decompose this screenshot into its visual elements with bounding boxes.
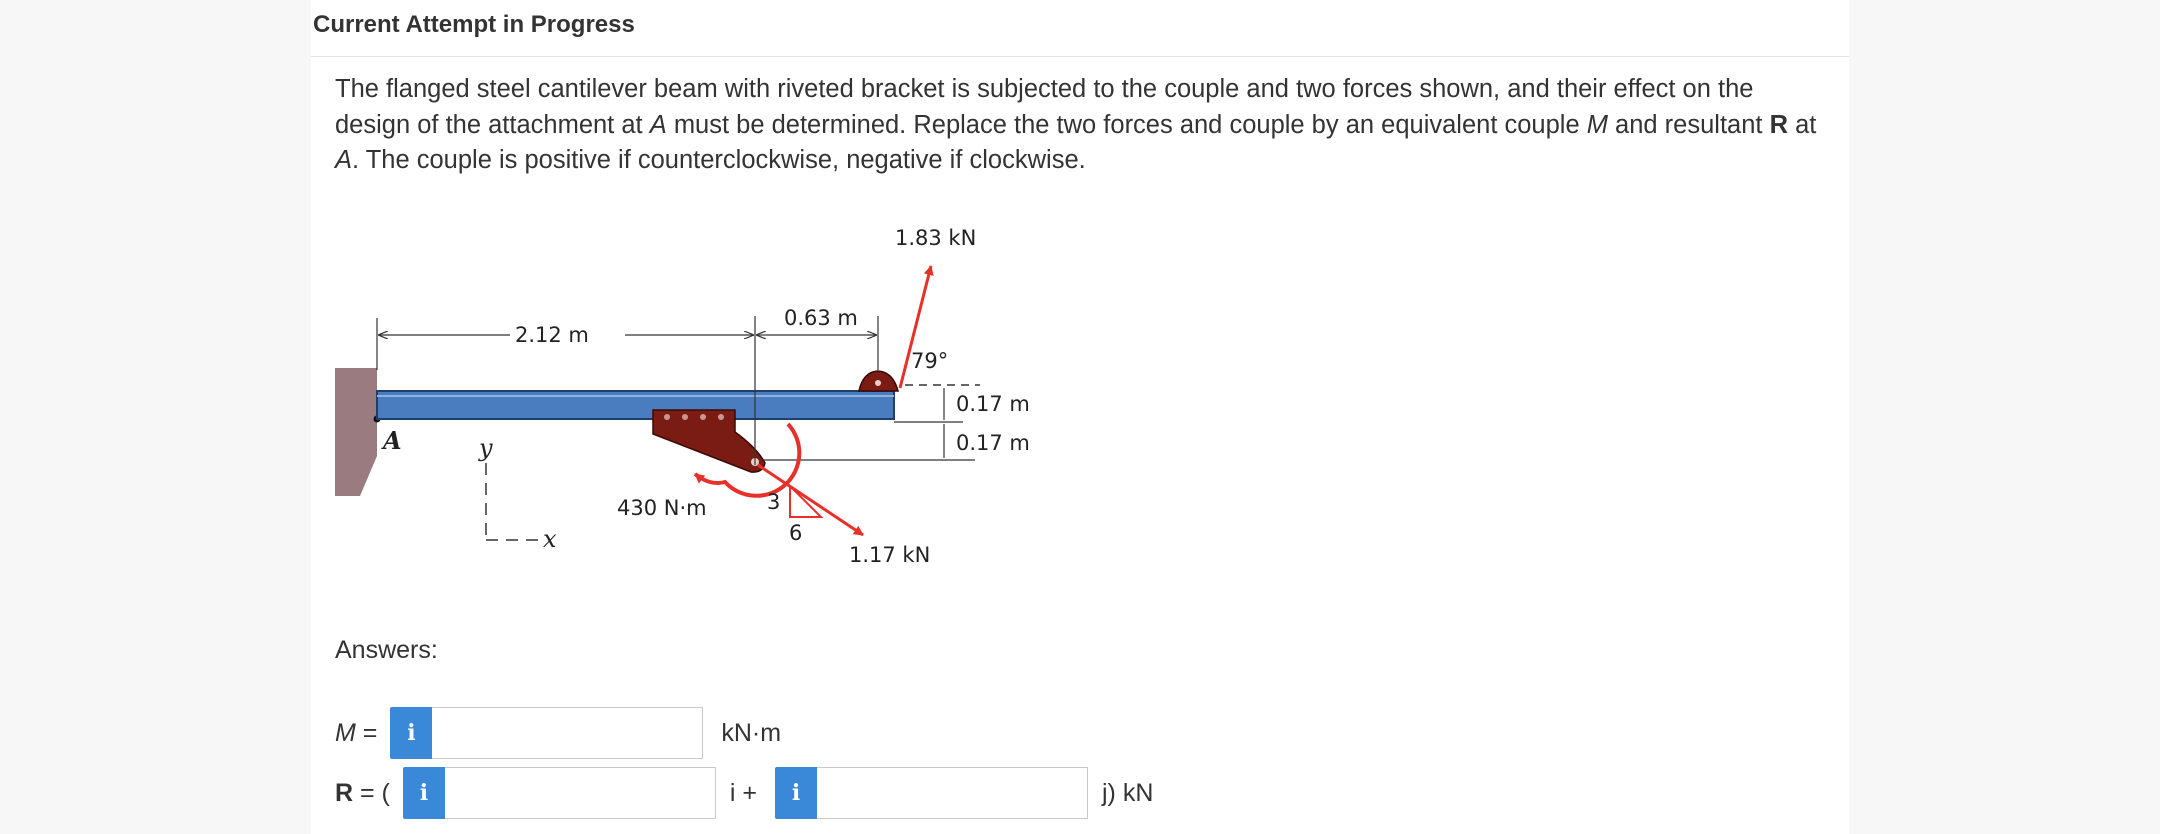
force-label-1-83: 1.83 kN [895, 226, 977, 250]
beam-figure [335, 220, 1055, 580]
m-symbol: M [335, 718, 356, 747]
r-label [335, 779, 390, 808]
problem-text-2: must be determined. Replace the two forces and couple by an equivalent couple [666, 110, 1587, 139]
answers-label: Answers: [335, 636, 438, 664]
point-a-label: A [383, 426, 402, 455]
slope-triangle [790, 486, 821, 517]
m-equals: = [355, 718, 378, 747]
couple-label: 430 N·m [617, 496, 707, 520]
r-open-paren: = ( [353, 778, 390, 807]
title-divider [311, 56, 1849, 57]
r-j-input[interactable] [817, 767, 1088, 819]
answer-row-r [335, 767, 1153, 819]
problem-resultant-r: R [1769, 110, 1788, 139]
problem-couple-m: M [1586, 110, 1608, 139]
r-symbol: R [335, 778, 354, 807]
force-label-1-17: 1.17 kN [849, 543, 931, 567]
rivet [682, 414, 688, 420]
problem-text-1: The flanged steel cantilever beam with riveted bracket is subjected to the couple and two forces shown, and their effect on the design of the attachment at [335, 75, 1754, 139]
page-title: Current Attempt in Progress [313, 11, 635, 38]
problem-text-5: . The couple is positive if counterclockwise, negative if clockwise. [352, 146, 1086, 174]
answer-row-m [335, 707, 781, 759]
clevis-pin [875, 380, 881, 386]
info-icon[interactable]: i [403, 767, 445, 819]
problem-point-a-2: A [335, 146, 353, 174]
r-i-unit: i + [729, 778, 757, 807]
info-icon[interactable]: i [390, 707, 432, 759]
angle-label: 79° [911, 349, 949, 373]
axis-y-label: y [479, 434, 493, 462]
info-icon[interactable]: i [775, 767, 817, 819]
problem-statement [335, 72, 1835, 179]
rivet [664, 414, 670, 420]
wall [335, 368, 377, 496]
dim-label-2-12: 2.12 m [515, 323, 589, 347]
m-input[interactable] [432, 707, 703, 759]
rivet [700, 414, 706, 420]
problem-text-3: and resultant [1607, 110, 1770, 139]
dim-label-0-63: 0.63 m [784, 306, 858, 330]
slope-rise-label: 3 [767, 490, 781, 514]
m-unit: kN·m [721, 718, 782, 747]
r-j-unit: j) kN [1102, 778, 1154, 807]
problem-text-4: at [1788, 110, 1817, 139]
dim-label-0-17-upper: 0.17 m [956, 392, 1030, 416]
axis-x-label: x [543, 525, 557, 553]
m-label [335, 719, 377, 748]
problem-point-a: A [649, 110, 667, 139]
r-i-input[interactable] [445, 767, 716, 819]
rivet [718, 414, 724, 420]
slope-run-label: 6 [789, 521, 803, 545]
question-panel [311, 0, 1849, 834]
dim-label-0-17-lower: 0.17 m [956, 431, 1030, 455]
